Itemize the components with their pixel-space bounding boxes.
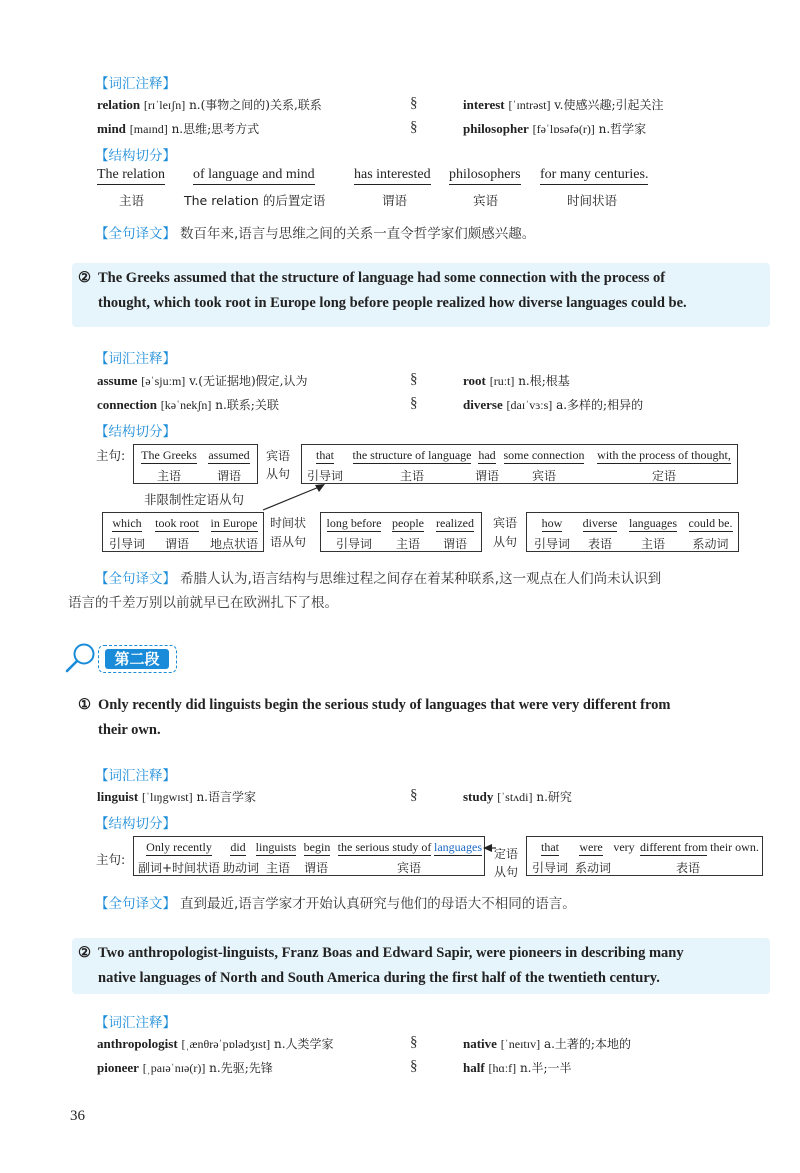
nonrestrictive-label: 非限制性定语从句 [144, 492, 245, 507]
section-title-box [98, 645, 177, 673]
diagram-role: 定语 [651, 469, 676, 483]
vocab-entry-connection: connection [kəˈnekʃn] n.联系;关联 [97, 397, 279, 412]
vocab-separator: § [410, 1058, 418, 1074]
attributive-clause-tag: 从句 [494, 865, 519, 879]
main-clause-label: 主句: [96, 448, 126, 463]
translation-label: 【全句译文】 [95, 896, 176, 912]
translation-row [95, 568, 661, 590]
sentence-line: native languages of North and South America during the first half of the twentieth century. [98, 970, 660, 986]
diagram-role: 副词+时间状语 [137, 861, 221, 875]
diagram-role: 引导词 [335, 537, 372, 551]
diagram-role: 地点状语 [209, 537, 258, 551]
time-clause-tag: 语从句 [270, 535, 307, 549]
vocab-label: 【词汇注释】 [95, 351, 176, 367]
diagram-chunk: begin [303, 840, 331, 854]
sentence-number: ② [78, 270, 91, 286]
section-title: 第二段 [114, 650, 160, 668]
page-number: 36 [70, 1108, 85, 1124]
object-clause-tag: 从句 [266, 467, 291, 481]
diagram-role: 谓语 [474, 469, 499, 483]
diagram-role: 引导词 [108, 537, 145, 551]
diagram-role: 系动词 [574, 861, 611, 875]
diagram-chunk: The Greeks [141, 448, 197, 462]
vocab-label: 【词汇注释】 [95, 76, 176, 92]
diagram-chunk: that [316, 448, 334, 462]
diagram-role: 谓语 [442, 537, 467, 551]
vocab-entry-root: root [ruːt] n.根;根基 [463, 373, 570, 388]
diagram-chunk: took root [155, 516, 199, 530]
diagram-role: 宾语 [531, 469, 556, 483]
vocab-entry-mind: mind [maɪnd] n.思维;思考方式 [97, 121, 260, 136]
diagram-box-object-clause [301, 444, 738, 484]
sentence-box [72, 263, 770, 327]
diagram-chunk: could be. [688, 516, 733, 530]
diagram-role: 系动词 [692, 537, 729, 551]
structure-label: 【结构切分】 [95, 424, 176, 440]
translation-text: 直到最近,语言学家才开始认真研究与他们的母语大不相同的语言。 [180, 896, 576, 912]
vocab-label: 【词汇注释】 [95, 768, 176, 784]
role-object: 宾语 [473, 193, 499, 208]
vocab-entry-relation: relation [rɪˈleɪʃn] n.(事物之间的)关系,联系 [97, 97, 322, 112]
attributive-clause-tag: 定语 [494, 847, 519, 861]
sentence-line: thought, which took root in Europe long before people realized how diverse languages could be. [98, 295, 687, 311]
diagram-chunk: Only recently [146, 840, 212, 854]
diagram-role: 主语 [640, 537, 665, 551]
sentence-box [72, 938, 770, 994]
diagram-role: 主语 [395, 537, 420, 551]
diagram-chunk: assumed [208, 448, 250, 462]
diagram-role: 引导词 [531, 861, 568, 875]
diagram-box-attributive-clause [526, 836, 763, 876]
sentence-line: their own. [98, 722, 161, 738]
chunk-predicate: has interested [354, 167, 431, 185]
role-postmodifier: The relation 的后置定语 [184, 193, 326, 208]
object-clause-tag: 宾语 [493, 516, 518, 530]
vocab-separator: § [410, 119, 418, 135]
diagram-role: 主语 [265, 861, 290, 875]
diagram-chunk: how [541, 516, 563, 530]
sentence-line: Two anthropologist-linguists, Franz Boas and Edward Sapir, were pioneers in describing many [98, 945, 684, 961]
diagram-chunk: in Europe [210, 516, 258, 530]
diagram-role: 主语 [399, 469, 424, 483]
vocab-entry-linguist: linguist [ˈlɪŋgwɪst] n.语言学家 [97, 789, 256, 804]
diagram-role: 引导词 [533, 537, 570, 551]
vocab-entry-interest: interest [ˈɪntrəst] v.使感兴趣;引起关注 [463, 97, 664, 112]
role-subject: 主语 [119, 193, 145, 208]
translation-text: 语言的千差万别以前就早已在欧洲扎下了根。 [68, 595, 338, 611]
vocab-entry-anthropologist: anthropologist [ˌænθrəˈpɒlədʒɪst] n.人类学家 [97, 1036, 334, 1051]
diagram-chunk: realized [436, 516, 474, 530]
vocab-entry-philosopher: philosopher [fəˈlɒsəfə(r)] n.哲学家 [463, 121, 647, 136]
diagram-box-time-clause [320, 512, 482, 552]
vocab-entry-assume: assume [əˈsjuːm] v.(无证据地)假定,认为 [97, 373, 308, 388]
diagram-chunk: the serious study of [337, 840, 432, 854]
diagram-role: 谓语 [303, 861, 328, 875]
diagram-chunk: some connection [503, 448, 585, 462]
vocab-entry-half: half [hɑːf] n.半;一半 [463, 1060, 572, 1075]
main-clause-label: 主句: [96, 852, 126, 867]
role-adverbial: 时间状语 [567, 193, 618, 208]
translation-text: 数百年来,语言与思维之间的关系一直令哲学家们颇感兴趣。 [180, 226, 536, 242]
vocab-entry-native: native [ˈneɪtɪv] a.土著的;本地的 [463, 1036, 631, 1051]
diagram-role: 谓语 [216, 469, 241, 483]
diagram-chunk: people [392, 516, 424, 530]
time-clause-tag: 时间状 [270, 516, 307, 530]
diagram-chunk: with the process of thought, [597, 448, 731, 462]
diagram-box-how-clause [526, 512, 739, 552]
vocab-entry-study: study [ˈstʌdi] n.研究 [463, 789, 572, 804]
vocab-separator: § [410, 395, 418, 411]
translation-label: 【全句译文】 [95, 571, 176, 587]
translation-label: 【全句译文】 [95, 226, 176, 242]
diagram-chunk: very [613, 840, 635, 854]
diagram-chunk: which [112, 516, 142, 530]
sentence-line: The Greeks assumed that the structure of language had some connection with the process of [98, 270, 666, 286]
role-predicate: 谓语 [382, 193, 408, 208]
vocab-separator: § [410, 1034, 418, 1050]
structure-label: 【结构切分】 [95, 148, 176, 164]
vocab-entry-diverse: diverse [daɪˈvɜːs] a.多样的;相异的 [463, 397, 644, 412]
object-clause-tag: 从句 [493, 535, 518, 549]
magnifier-icon [62, 641, 102, 675]
diagram-chunk: had [478, 448, 496, 462]
vocab-separator: § [410, 95, 418, 111]
translation-text: 希腊人认为,语言结构与思维过程之间存在着某种联系,这一观点在人们尚未认识到 [180, 571, 662, 587]
diagram-chunk: that [541, 840, 559, 854]
vocab-label: 【词汇注释】 [95, 1015, 176, 1031]
diagram-role: 主语 [156, 469, 181, 483]
diagram-chunk: the structure of language [352, 448, 472, 462]
sentence-box [72, 690, 770, 746]
structure-label: 【结构切分】 [95, 816, 176, 832]
diagram-role: 谓语 [164, 537, 189, 551]
vocab-separator: § [410, 787, 418, 803]
diagram-chunk: linguists [255, 840, 297, 854]
diagram-chunk: their own. [710, 840, 759, 854]
vocab-entry-pioneer: pioneer [ˌpaɪəˈnɪə(r)] n.先驱;先锋 [97, 1060, 273, 1075]
diagram-role: 助动词 [223, 861, 260, 875]
diagram-role: 宾语 [396, 861, 421, 875]
chunk-adverbial: for many centuries. [540, 167, 648, 185]
diagram-chunk: diverse [582, 516, 618, 530]
diagram-box-main [133, 444, 258, 484]
object-clause-tag: 宾语 [266, 449, 291, 463]
diagram-chunk: languages [629, 516, 677, 530]
diagram-chunk: long before [326, 516, 382, 530]
diagram-chunk-antecedent: languages [434, 840, 482, 854]
sentence-number: ② [78, 945, 91, 961]
diagram-role: 引导词 [306, 469, 343, 483]
diagram-role: 表语 [587, 537, 612, 551]
translation-row [95, 222, 535, 242]
diagram-box-main [133, 836, 485, 876]
diagram-chunk: did [230, 840, 246, 854]
sentence-line: Only recently did linguists begin the serious study of languages that were very different from [98, 697, 671, 713]
translation-row [95, 892, 576, 912]
diagram-role: 表语 [675, 861, 700, 875]
chunk-postmodifier: of language and mind [193, 167, 315, 185]
vocab-separator: § [410, 371, 418, 387]
diagram-box-which [102, 512, 264, 552]
sentence-number: ① [78, 697, 91, 713]
diagram-chunk: different from [640, 840, 708, 854]
arrow-icon [255, 480, 335, 515]
diagram-chunk: were [579, 840, 603, 854]
chunk-object: philosophers [449, 167, 521, 185]
chunk-subject: The relation [97, 167, 165, 185]
